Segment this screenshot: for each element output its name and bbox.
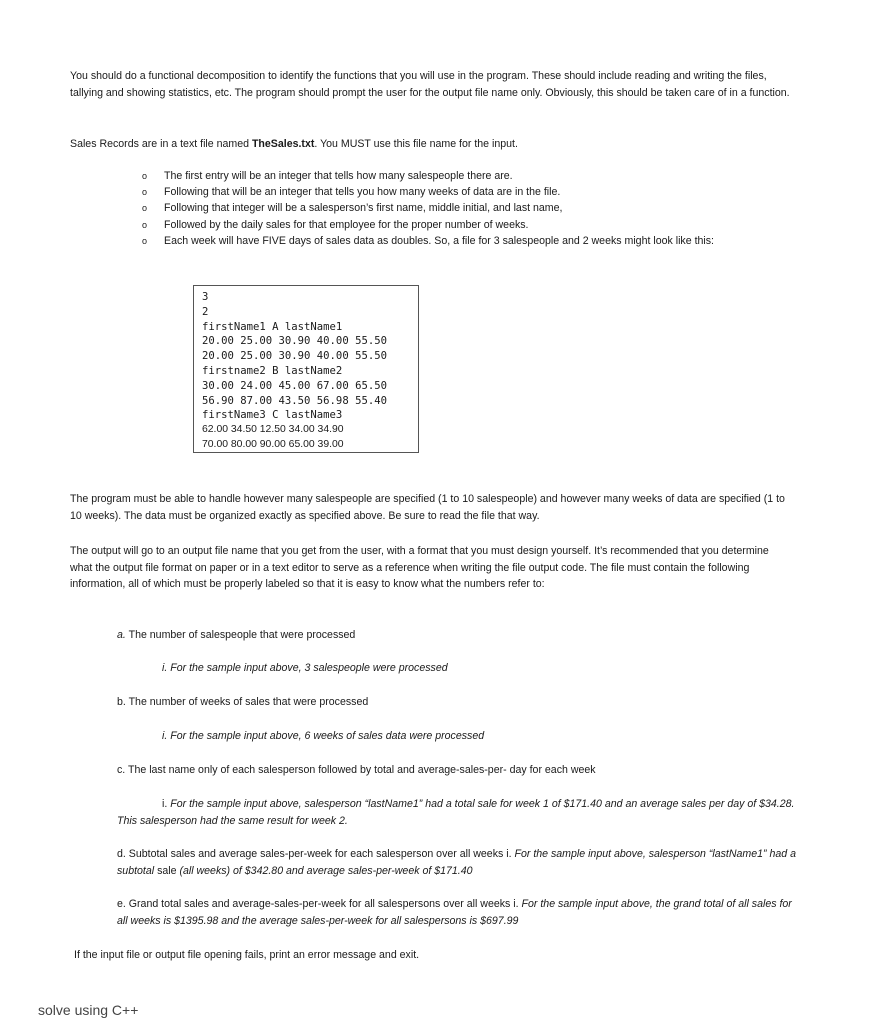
output-paragraph: The output will go to an output file name that you get from the user, with a format that you must design yourself. It’s recommended that you determine what the output file format on paper or in a text editor to serve as a reference when writing the file output code. The file must contain the following information, all of which must be properly labeled so that it is easy to know what the numbers refer to: — [70, 545, 769, 590]
item-c-i — [117, 796, 797, 829]
footer-note: solve using C++ — [38, 1002, 139, 1018]
item-d-italic-2: (all weeks) of $342.80 and average sales-per-week of $171.40 — [176, 864, 473, 877]
code-line: 2 — [202, 305, 209, 318]
item-e-text: e. Grand total sales and average-sales-per-week for all salespersons over all weeks i. — [117, 898, 522, 910]
list-item — [142, 217, 842, 233]
item-b-i: i. For the sample input above, 6 weeks of sales data were processed — [162, 730, 485, 742]
sales-records-suffix: . You MUST use this file name for the input. — [314, 138, 518, 150]
list-item — [142, 233, 842, 249]
code-line: 30.00 24.00 45.00 67.00 65.50 — [202, 379, 387, 392]
item-a-text: The number of salespeople that were processed — [125, 629, 356, 641]
code-line: 56.90 87.00 43.50 56.98 55.40 — [202, 394, 387, 407]
sales-records-prefix: Sales Records are in a text file named — [70, 138, 252, 150]
bullet-icon: o — [142, 187, 148, 198]
bullet-text: Each week will have FIVE days of sales data as doubles. So, a file for 3 salespeople and 2 weeks might look like this: — [164, 234, 714, 247]
bullet-icon: o — [142, 235, 148, 246]
item-c-i-text: For the sample input above, salesperson “lastName1” had a total sale for week 1 of $171.40 and an average sales per day of $34.28. This salesperson had the same result for week 2. — [117, 798, 795, 827]
handle-paragraph: The program must be able to handle however many salespeople are specified (1 to 10 salespeople) and however many weeks of data are specified (1 to 10 weeks). The data must be organized exactly as specified above. Be sure to read the file that way. — [70, 493, 785, 522]
bullet-text: Followed by the daily sales for that employee for the proper number of weeks. — [164, 218, 529, 231]
item-a-marker: a. — [117, 629, 126, 641]
sales-filename: TheSales.txt — [251, 138, 315, 150]
item-c: c. The last name only of each salesperson followed by total and average-sales-per- day for each week — [117, 764, 596, 776]
bullet-text: Following that integer will be a salesperson’s first name, middle initial, and last name, — [164, 202, 563, 215]
item-c-i-marker: i. — [162, 798, 168, 810]
item-a — [117, 627, 355, 644]
bullet-icon: o — [142, 203, 148, 214]
item-a-i: i. For the sample input above, 3 salespeople were processed — [162, 662, 448, 674]
code-line: 62.00 34.50 12.50 34.00 34.90 — [202, 424, 344, 436]
format-bullet-list — [142, 168, 842, 249]
code-line: firstname2 B lastName2 — [202, 364, 343, 377]
code-line: firstName3 C lastName3 — [202, 409, 343, 422]
list-item — [142, 200, 842, 216]
list-item — [142, 168, 842, 184]
code-line: firstName1 A lastName1 — [202, 320, 343, 333]
bullet-icon: o — [142, 171, 148, 181]
code-line: 3 — [202, 291, 209, 303]
bullet-text: Following that will be an integer that tells you how many weeks of data are in the file. — [164, 186, 561, 199]
item-d-text: d. Subtotal sales and average sales-per-week for each salesperson over all weeks i. — [117, 848, 515, 860]
intro-paragraph: You should do a functional decomposition to identify the functions that you will use in the program. These should include reading and writing the files, tallying and showing statistics, etc. The program should prompt the user for the output file name only. Obviously, this should be taken care of in a function. — [70, 70, 790, 99]
item-d — [117, 846, 797, 879]
final-instruction: If the input file or output file opening fails, print an error message and exit. — [74, 949, 420, 961]
sales-records-paragraph — [70, 136, 790, 153]
code-line: 20.00 25.00 30.90 40.00 55.50 — [202, 335, 387, 348]
bullet-icon: o — [142, 219, 148, 230]
bullet-text: The first entry will be an integer that tells how many salespeople there are. — [164, 170, 513, 182]
list-item — [142, 184, 842, 200]
item-d-text-2: sale — [157, 864, 177, 877]
item-d-italic: For the sample input above, salesperson “lastName1” had a subtotal — [117, 848, 796, 877]
code-line: 70.00 80.00 90.00 65.00 39.00 — [202, 438, 344, 450]
sample-file-box — [193, 285, 419, 453]
item-b: b. The number of weeks of sales that were processed — [117, 696, 369, 708]
item-e-italic: For the sample input above, the grand total of all sales for all weeks is $1395.98 and the average sales-per-week for all salespersons is $697.99 — [117, 898, 792, 927]
item-e — [117, 896, 797, 929]
code-line: 20.00 25.00 30.90 40.00 55.50 — [202, 350, 387, 363]
